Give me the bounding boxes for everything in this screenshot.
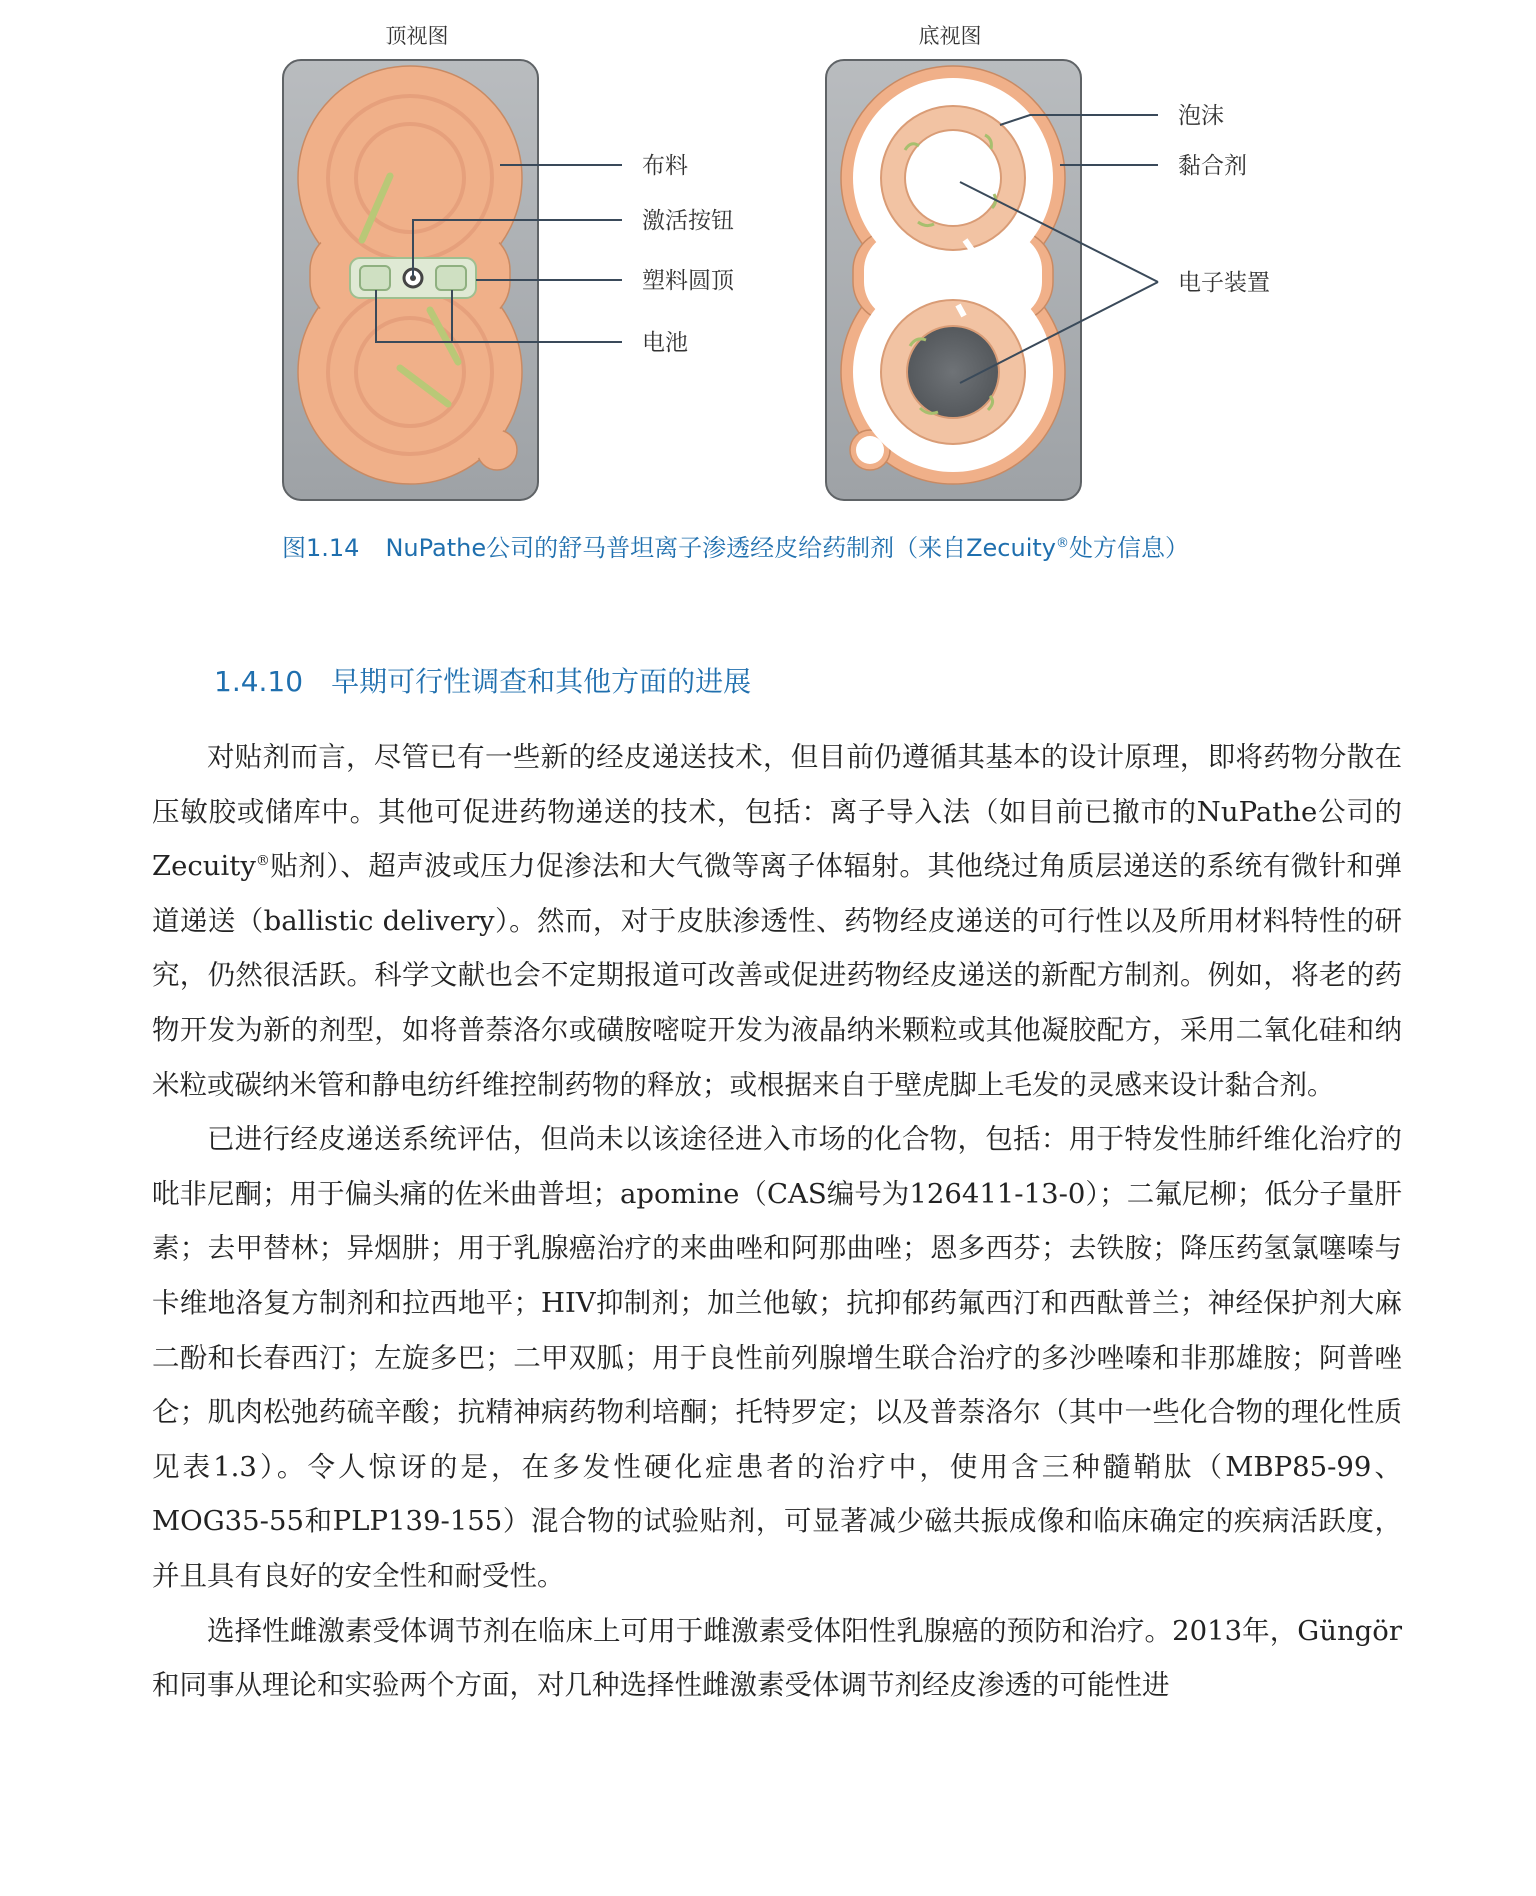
- paragraph-2: 已进行经皮递送系统评估，但尚未以该途径进入市场的化合物，包括：用于特发性肺纤维化治疗的吡非尼酮；用于偏头痛的佐米曲普坦；apomine（CAS编号为126411-13-0）；二氟尼柳；低分子量肝素；去甲替林；异烟肼；用于乳腺癌治疗的来曲唑和阿那曲唑；恩多西芬；去铁胺；降压药氢氯噻嗪与卡维地洛复方制剂和拉西地平；HIV抑制剂；加兰他敏；抗抑郁药氟西汀和西酞普兰；神经保护剂大麻二酚和长春西汀；左旋多巴；二甲双胍；用于良性前列腺增生联合治疗的多沙唑嗪和非那雄胺；阿普唑仑；肌肉松弛药硫辛酸；抗精神病药物利培酮；托特罗定；以及普萘洛尔（其中一些化合物的理化性质见表1.3）。令人惊讶的是，在多发性硬化症患者的治疗中，使用含三种髓鞘肽（MBP85-99、MOG35-55和PLP139-155）混合物的试验贴剂，可显著减少磁共振成像和临床确定的疾病活跃度，并且具有良好的安全性和耐受性。: [152, 1123, 1402, 1592]
- registered-mark: ®: [255, 853, 270, 870]
- section-title: 早期可行性调查和其他方面的进展: [331, 665, 752, 698]
- section-heading: [214, 660, 751, 700]
- bottom-view-panel: [826, 60, 1270, 500]
- label-plastic-dome: 塑料圆顶: [642, 268, 734, 294]
- label-adhesive: 黏合剂: [1178, 153, 1247, 179]
- section-number: 1.4.10: [214, 665, 304, 698]
- figure-caption-number: 图1.14: [282, 534, 360, 562]
- top-view-panel: [283, 60, 735, 500]
- body-text: [152, 730, 1402, 1713]
- top-view-title: 顶视图: [385, 24, 449, 48]
- label-foam: 泡沫: [1178, 103, 1224, 129]
- figure-caption-registered: ®: [1055, 536, 1069, 551]
- label-fabric: 布料: [642, 153, 688, 179]
- paragraph-1: [152, 730, 1402, 1112]
- bottom-view-title: 底视图: [918, 24, 982, 48]
- paragraph-1-text-end: 贴剂）、超声波或压力促渗法和大气微等离子体辐射。其他绕过角质层递送的系统有微针和弹道递送（ballistic delivery）。然而，对于皮肤渗透性、药物经皮递送的可行性以及所用材料特性的研究，仍然很活跃。科学文献也会不定期报道可改善或促进药物经皮递送的新配方制剂。例如，将老的药物开发为新的剂型，如将普萘洛尔或磺胺嘧啶开发为液晶纳米颗粒或其他凝胶配方，采用二氧化硅和纳米粒或碳纳米管和静电纺纤维控制药物的释放；或根据来自于壁虎脚上毛发的灵感来设计黏合剂。: [152, 850, 1402, 1101]
- label-electronics: 电子装置: [1178, 270, 1270, 296]
- figure-caption-text-end: 处方信息）: [1068, 534, 1189, 562]
- figure-caption: [282, 528, 1282, 563]
- label-battery: 电池: [642, 330, 688, 356]
- label-activation-button: 激活按钮: [642, 208, 734, 234]
- figure-caption-text: NuPathe公司的舒马普坦离子渗透经皮给药制剂（来自Zecuity: [385, 534, 1056, 562]
- paragraph-3: 选择性雌激素受体调节剂在临床上可用于雌激素受体阳性乳腺癌的预防和治疗。2013年，Güngör和同事从理论和实验两个方面，对几种选择性雌激素受体调节剂经皮渗透的可能性进: [152, 1614, 1402, 1702]
- paragraph-1-text: 对贴剂而言，尽管已有一些新的经皮递送技术，但目前仍遵循其基本的设计原理，即将药物分散在压敏胶或储库中。其他可促进药物递送的技术，包括：离子导入法（如目前已撤市的NuPathe公司的Zecuity: [152, 741, 1402, 883]
- patch-figure: [0, 0, 1536, 520]
